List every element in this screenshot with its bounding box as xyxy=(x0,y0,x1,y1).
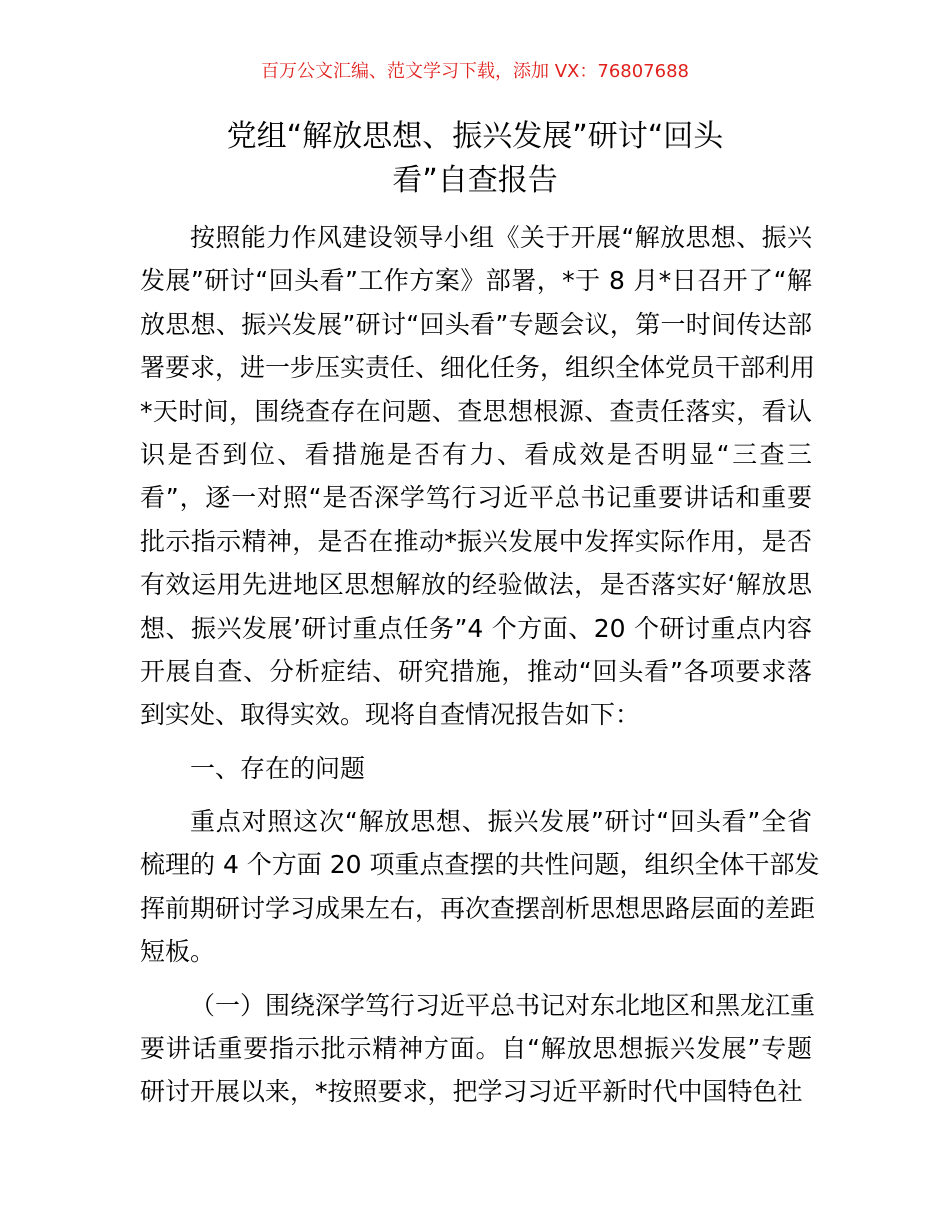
title-line: 党组“解放思想、振兴发展”研讨“回头 xyxy=(226,119,724,154)
watermark-banner: 百万公文汇编、范文学习下载，添加 VX：76807688 xyxy=(261,61,689,82)
text-line: 研讨开展以来，*按照要求，把学习习近平新时代中国特色社 xyxy=(140,1077,803,1107)
text-line: 梳理的 4 个方面 20 项重点查摆的共性问题，组织全体干部发 xyxy=(140,850,820,880)
text-line: 一、存在的问题 xyxy=(190,753,366,783)
text-line: 挥前期研讨学习成果左右，再次查摆剖析思想思路层面的差距 xyxy=(140,893,816,923)
text-line: 署要求，进一步压实责任、细化任务，组织全体党员干部利用 xyxy=(140,353,816,383)
text-line: 到实处、取得实效。现将自查情况报告如下： xyxy=(140,700,641,730)
text-line: 批示指示精神，是否在推动*振兴发展中发挥实际作用，是否 xyxy=(140,526,812,556)
text-line: 想、振兴发展’研讨重点任务”4 个方面、20 个研讨重点内容 xyxy=(140,613,812,643)
paragraph xyxy=(140,800,820,974)
text-line: （一）围绕深学笃行习近平总书记对东北地区和黑龙江重 xyxy=(190,990,816,1020)
text-line: 按照能力作风建设领导小组《关于开展“解放思想、振兴 xyxy=(190,223,812,252)
text-line: 放思想、振兴发展”研讨“回头看”专题会议，第一时间传达部 xyxy=(140,309,812,339)
paragraph xyxy=(140,216,816,737)
text-line: 看”，逐一对照“是否深学笃行习近平总书记重要讲话和重要 xyxy=(140,483,812,513)
paragraph xyxy=(140,984,816,1114)
text-line: 重点对照这次“解放思想、振兴发展”研讨“回头看”全省 xyxy=(190,807,812,837)
text-line: 开展自查、分析症结、研究措施，推动“回头看”各项要求落 xyxy=(140,656,812,686)
text-line: 有效运用先进地区思想解放的经验做法，是否落实好‘解放思 xyxy=(140,570,812,600)
text-line: 识是否到位、看措施是否有力、看成效是否明显“三查三 xyxy=(140,439,812,469)
title-line: 看”自查报告 xyxy=(392,163,558,198)
paragraph xyxy=(140,747,812,790)
document-title xyxy=(140,115,810,203)
text-line: *天时间，围绕查存在问题、查思想根源、查责任落实，看认 xyxy=(140,396,812,426)
text-line: 发展”研讨“回头看”工作方案》部署，*于 8 月*日召开了“解 xyxy=(140,266,812,296)
document-body xyxy=(140,216,820,1124)
text-line: 要讲话重要指示批示精神方面。自“解放思想振兴发展”专题 xyxy=(140,1034,812,1064)
text-line: 短板。 xyxy=(140,937,216,967)
